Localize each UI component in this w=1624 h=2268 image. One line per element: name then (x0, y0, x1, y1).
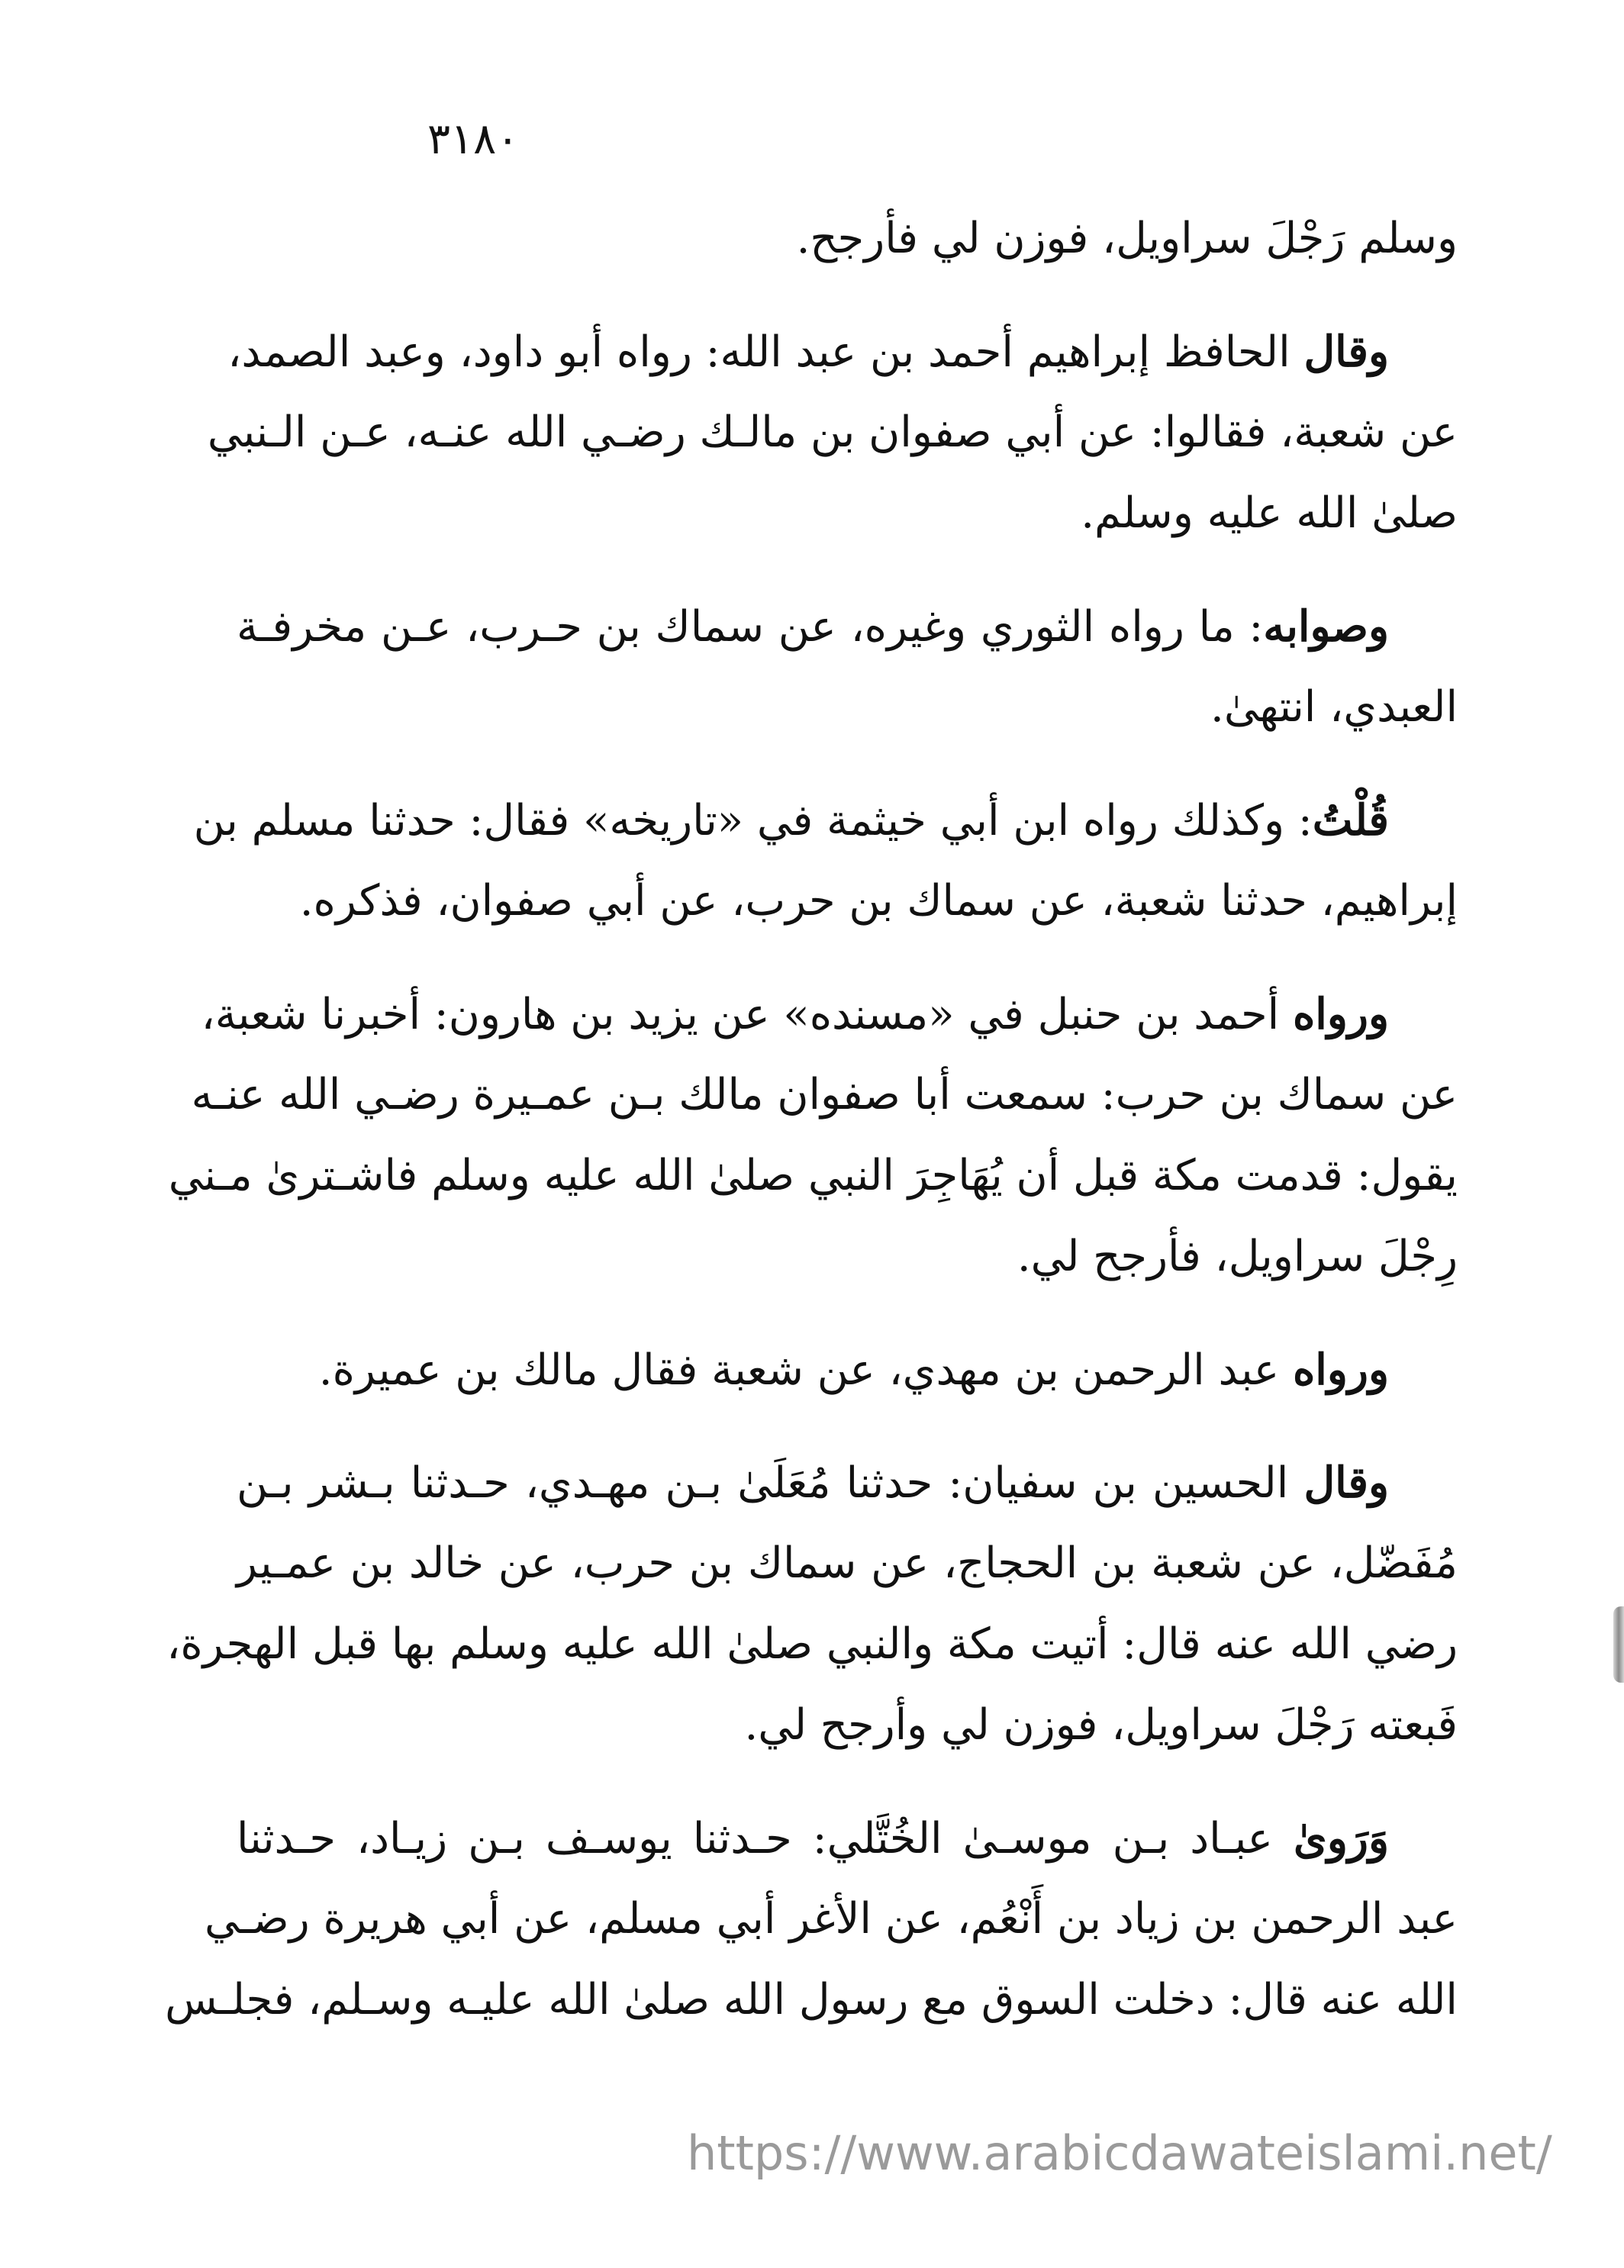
paragraph (207, 311, 1458, 554)
text-line (237, 1329, 1458, 1410)
text-line: صلىٰ الله عليه وسلم. (1081, 488, 1458, 538)
text-line: يقول: قدمت مكة قبل أن يُهَاجِرَ النبي صلىٰ الله عليه وسلم فاشـترىٰ مـني (168, 1151, 1458, 1200)
paragraph (165, 1798, 1458, 2041)
line-text: عبد الرحمن بن مهدي، عن شعبة فقال مالك بن عميرة. (318, 1345, 1293, 1395)
line-text: : وكذلك رواه ابن أبي خيثمة في «تاريخه» فقال: حدثنا مسلم بن (193, 796, 1313, 846)
page-edge-shadow (1613, 1606, 1624, 1683)
text-line (227, 311, 1458, 392)
page-number: ٣١٨٠ (427, 114, 520, 164)
paragraph (237, 586, 1458, 748)
text-line (237, 1442, 1458, 1523)
paragraph-lead-word: وقال (1303, 1458, 1389, 1508)
text-line: إبراهيم، حدثنا شعبة، عن سماك بن حرب، عن أبي صفوان، فذكره. (299, 876, 1458, 926)
text-line: مُفَضّل، عن شعبة بن الحجاج، عن سماك بن حرب، عن خالد بن عمـير (237, 1538, 1458, 1588)
paragraph (166, 1442, 1458, 1766)
paragraph (168, 974, 1458, 1297)
paragraph (193, 780, 1458, 942)
text-line: العبدي، انتهىٰ. (1210, 682, 1458, 732)
paragraph (237, 198, 1458, 279)
paragraph-lead-word: ورواه (1292, 989, 1389, 1039)
text-line: وسلم رَجْلَ سراويل، فوزن لي فأرجح. (796, 214, 1458, 263)
line-text: : ما رواه الثوري وغيره، عن سماك بن حـرب، عـن مخرفـة (237, 602, 1264, 652)
text-line (237, 1798, 1458, 1879)
paragraph-lead-word: وصوابه (1263, 601, 1389, 652)
line-text: عبـاد بـن موسـىٰ الخُتَّلي: حـدثنا يوسـف بـن زيـاد، حـدثنا (237, 1814, 1294, 1864)
text-line: عن سماك بن حرب: سمعت أبا صفوان مالك بـن عمـيرة رضـي الله عنـه (191, 1070, 1458, 1120)
line-text: أحمد بن حنبل في «مسنده» عن يزيد بن هارون: أخبرنا شعبة، (201, 990, 1293, 1039)
paragraph (237, 1329, 1458, 1410)
line-text: الحافظ إبراهيم أحمد بن عبد الله: رواه أبو داود، وعبد الصمد، (227, 327, 1304, 377)
text-body (165, 198, 1458, 2073)
paragraph-lead-word: وَرَوىٰ (1294, 1813, 1389, 1864)
watermark-url: https://www.arabicdawateislami.net/ (687, 2125, 1552, 2181)
text-line (237, 586, 1458, 667)
paragraph-lead-word: ورواه (1292, 1345, 1389, 1395)
paragraph-lead-word: قُلْتُ (1312, 795, 1389, 846)
paragraph-lead-word: وقال (1303, 327, 1389, 377)
text-line (193, 780, 1458, 861)
text-line: رِجْلَ سراويل، فأرجح لي. (1017, 1232, 1458, 1281)
text-line: عن شعبة، فقالوا: عن أبي صفوان بن مالـك رضـي الله عنـه، عـن الـنبي (207, 408, 1458, 457)
line-text: الحسين بن سفيان: حدثنا مُعَلَىٰ بـن مهـدي، حـدثنا بـشر بـن (237, 1458, 1304, 1508)
text-line: الله عنه قال: دخلت السوق مع رسول الله صلىٰ الله عليـه وسـلم، فجلـس (165, 1975, 1458, 2025)
text-line: رضي الله عنه قال: أتيت مكة والنبي صلىٰ الله عليه وسلم بها قبل الهجرة، (166, 1619, 1458, 1669)
text-line: فَبعته رَجْلَ سراويل، فوزن لي وأرجح لي. (744, 1700, 1458, 1750)
text-line: عبد الرحمن بن زياد بن أَنْعُم، عن الأغر أبي مسلم، عن أبي هريرة رضـي (205, 1894, 1458, 1944)
text-line (201, 974, 1458, 1055)
